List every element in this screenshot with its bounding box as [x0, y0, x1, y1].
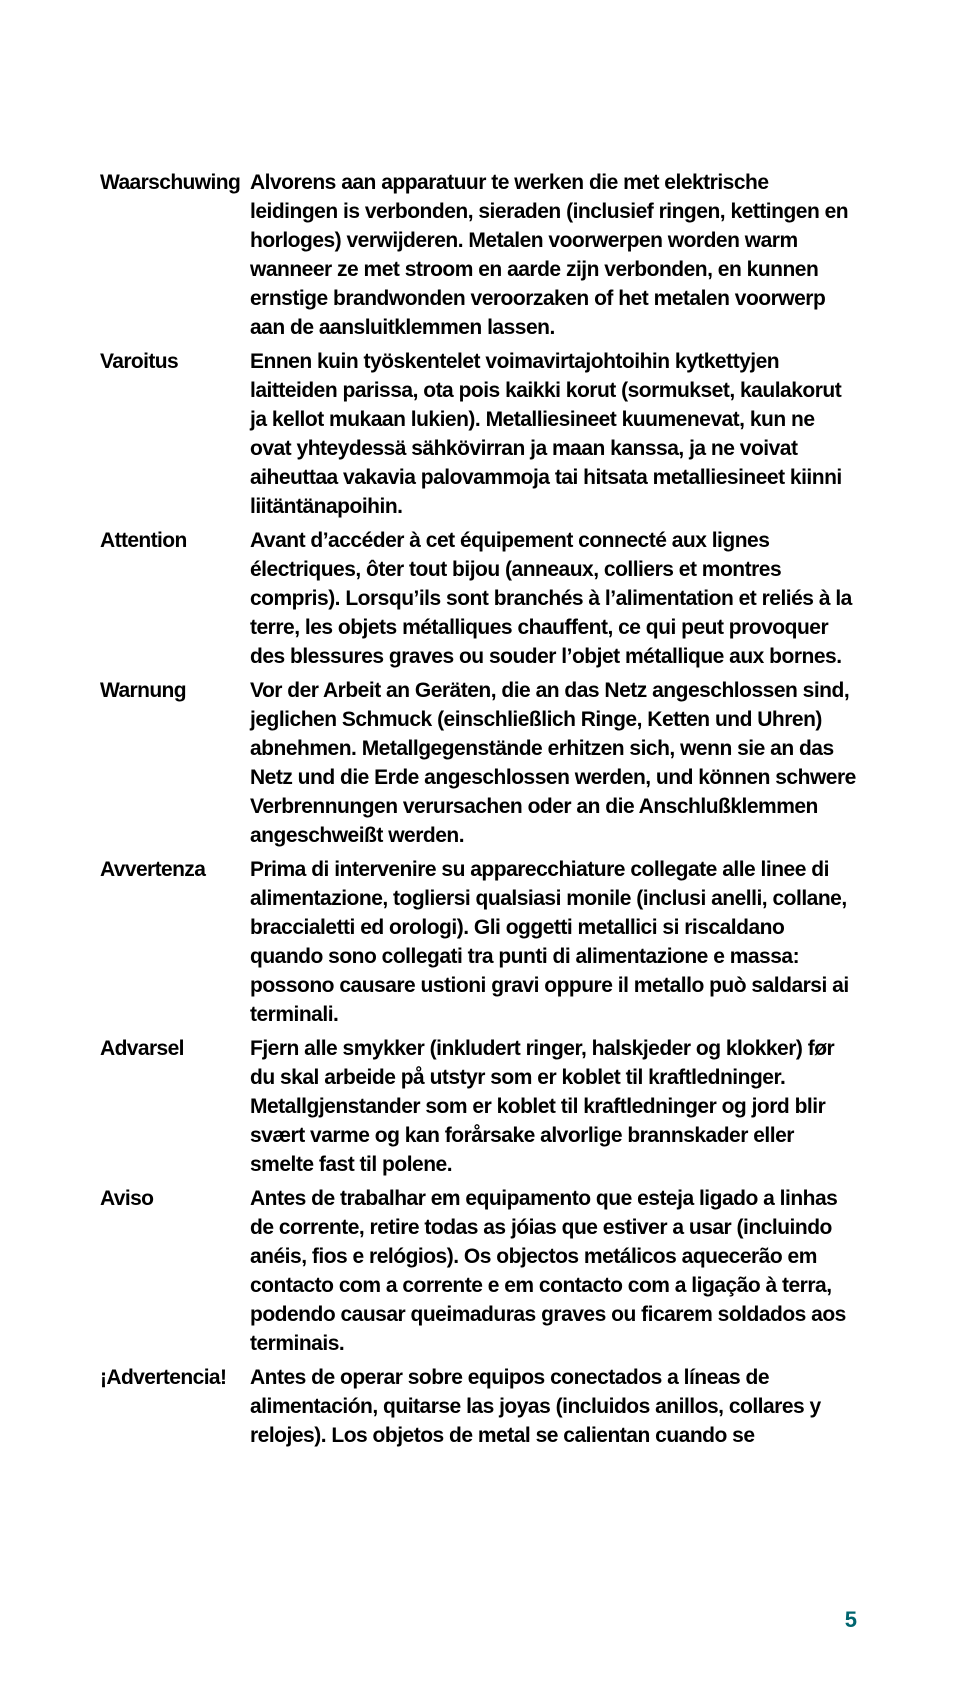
warning-entry-italian: [100, 855, 860, 1029]
page-number: 5: [844, 1607, 857, 1632]
warning-entry-german: [100, 676, 860, 850]
warning-entry-finnish: [100, 347, 860, 521]
warning-text: Fjern alle smykker (inkludert ringer, halskjeder og klokker) før du skal arbeide på utstyr som er koblet til kraftledninger. Metallgjenstander som er koblet til kraftledninger og jord blir svært varme og kan forårsake alvorlige brannskader eller smelte fast til polene.: [250, 1037, 835, 1176]
warning-entry-spanish: [100, 1363, 860, 1450]
warning-label: Waarschuwing: [100, 171, 241, 194]
warning-text: Avant d’accéder à cet équipement connecté aux lignes électriques, ôter tout bijou (anneaux, colliers et montres compris). Lorsqu’ils sont branchés à l’alimentation et reliés à la terre, les objets métalliques chauffent, ce qui peut provoquer des blessures graves ou souder l’objet métallique aux bornes.: [250, 529, 852, 668]
warning-label: Warnung: [100, 679, 187, 702]
warning-label: Varoitus: [100, 350, 179, 373]
warning-entry-portuguese: [100, 1184, 860, 1358]
warning-label: Advarsel: [100, 1037, 184, 1060]
warnings-list: [100, 168, 860, 1455]
warning-text: Alvorens aan apparatuur te werken die met elektrische leidingen is verbonden, sieraden (inclusief ringen, kettingen en horloges) verwijderen. Metalen voorwerpen worden warm wanneer ze met stroom en aarde zijn verbonden, en kunnen ernstige brandwonden veroorzaken of het metalen voorwerp aan de aansluitklemmen lassen.: [250, 171, 849, 339]
warning-label: Avvertenza: [100, 858, 206, 881]
warning-text: Prima di intervenire su apparecchiature collegate alle linee di alimentazione, togliersi qualsiasi monile (inclusi anelli, collane, braccialetti ed orologi). Gli oggetti metallici si riscaldano quando sono collegati tra punti di alimentazione e massa: possono causare ustioni gravi oppure il metallo può saldarsi ai terminali.: [250, 858, 849, 1026]
warning-label: Attention: [100, 529, 187, 552]
warning-text: Antes de operar sobre equipos conectados a líneas de alimentación, quitarse las joyas (incluidos anillos, collares y relojes). Los objetos de metal se calientan cuando se: [250, 1366, 821, 1447]
warning-text: Ennen kuin työskentelet voimavirtajohtoihin kytkettyjen laitteiden parissa, ota pois kaikki korut (sormukset, kaulakorut ja kellot mukaan lukien). Metalliesineet kuumenevat, kun ne ovat yhteydessä sähkövirran ja maan kanssa, ja ne voivat aiheuttaa vakavia palovammoja tai hitsata metalliesineet kiinni liitäntänapoihin.: [250, 350, 842, 518]
warning-entry-dutch: [100, 168, 860, 342]
warning-label: Aviso: [100, 1187, 154, 1210]
warning-label: ¡Advertencia!: [100, 1366, 227, 1389]
warning-text: Vor der Arbeit an Geräten, die an das Netz angeschlossen sind, jeglichen Schmuck (einschließlich Ringe, Ketten und Uhren) abnehmen. Metallgegenstände erhitzen sich, wenn sie an das Netz und die Erde angeschlossen werden, und können schwere Verbrennungen verursachen oder an die Anschlußklemmen angeschweißt werden.: [250, 679, 856, 847]
warning-text: Antes de trabalhar em equipamento que esteja ligado a linhas de corrente, retire todas as jóias que estiver a usar (incluindo anéis, fios e relógios). Os objectos metálicos aquecerão em contacto com a corrente e em contacto com a ligação à terra, podendo causar queimaduras graves ou ficarem soldados aos terminais.: [250, 1187, 846, 1355]
warning-entry-french: [100, 526, 860, 671]
warning-entry-norwegian: [100, 1034, 860, 1179]
